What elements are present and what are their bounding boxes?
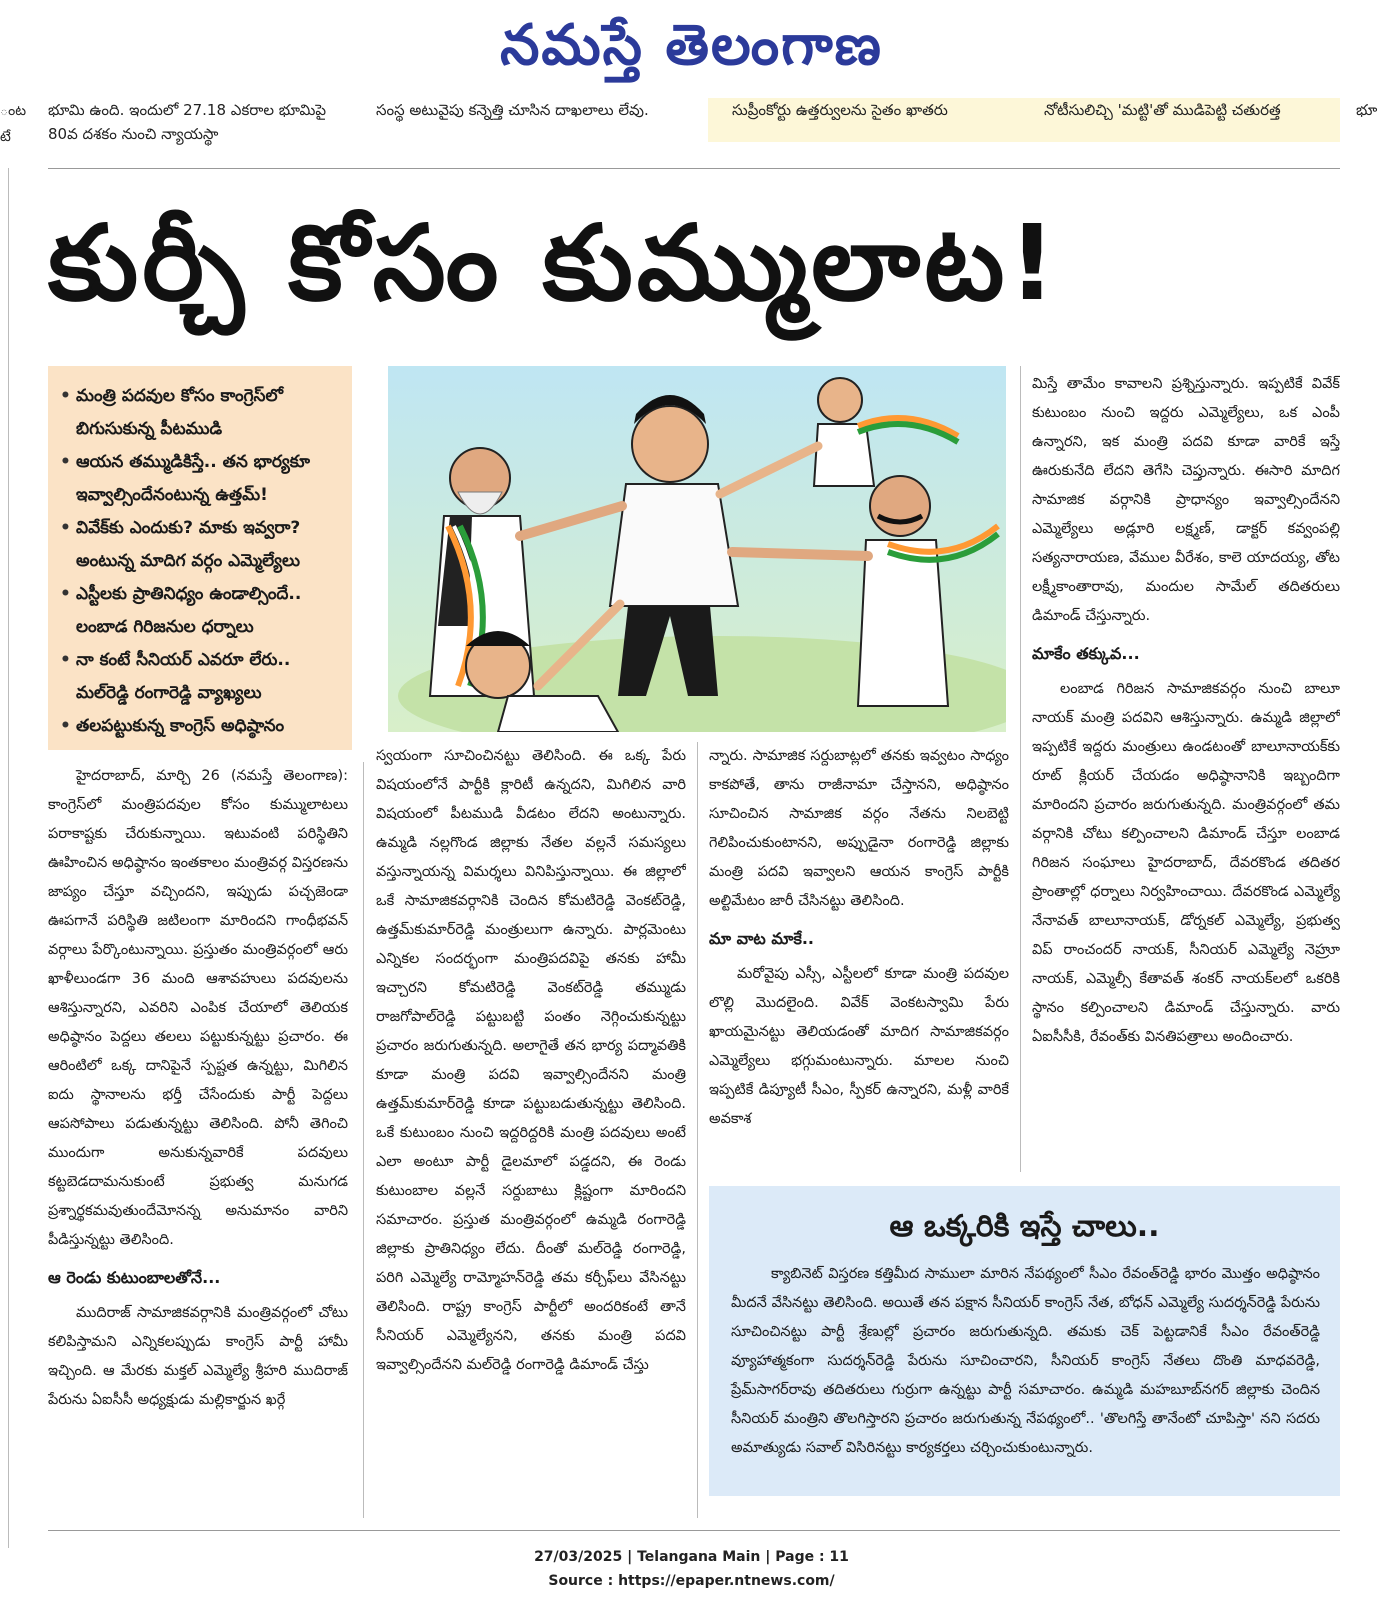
subheading: ఆ రెండు కుటుంబాలతోనే... [48,1268,221,1287]
article-column-4 [1032,370,1340,1172]
top-strip-col1: భూమి ఉంది. ఇందులో 27.18 ఎకరాల భూమిపై 80వ దశకం నుంచి న్యాయస్థా [48,101,327,143]
top-strip-col2: సంస్థ అటువైపు కన్నెత్తి చూసిన దాఖలాలు లేవు. [376,101,649,119]
article-paragraph: న్నారు. సామాజిక సర్దుబాట్లలో తనకు ఇవ్వటం సాధ్యం కాకపోతే, తాను రాజీనామా చేస్తానని, అధిష్ఠానం సూచించిన సామాజిక వర్గం నేతను నిలబెట్టి గెలిపించుకుంటానని, అప్పుడైనా రంగారెడ్డి జిల్లాకు మంత్రి పదవి ఇవ్వాలని ఆయన కాంగ్రెస్‌ పార్టీకి అల్టిమేటం జారీ చేసినట్టు తెలిసింది. [709,748,1009,909]
sidebar-text-block [709,1250,1340,1463]
subheading: మా వాట మాకే.. [709,929,815,948]
sidebar-title: ఆ ఒక్కరికి ఇస్తే చాలు.. [889,1209,1160,1244]
highlight-item: • ఆయన తమ్ముడికిస్తే.. తన భార్యకూ ఇవ్వాల్సిందేనంటున్న ఉత్తమ్‌! [60,446,342,512]
article-paragraph: మిస్తే తామేం కావాలని ప్రశ్నిస్తున్నారు. ఇప్పటికే వివేక్‌ కుటుంబం నుంచి ఇద్దరు ఎమ్మెల్యేలు, ఒక ఎంపీ ఉన్నారని, ఇక మంత్రి పదవి కూడా వారికే ఇస్తే ఊరుకునేది లేదని తెగేసి చెప్తున్నారు. ఈసారి మాదిగ సామాజిక వర్గానికి ప్రాధాన్యం ఇవ్వాల్సిందేనని ఎమ్మెల్యేలు అడ్లూరి లక్ష్మణ్‌, డాక్టర్‌ కవ్వంపల్లి సత్యనారాయణ, వేముల వీరేశం, కాలె యాదయ్య, తోట లక్ష్మీకాంతారావు, మందుల సామేల్‌ తదితరులు డిమాండ్‌ చేస్తున్నారు. [1032,376,1340,624]
left-margin-rule [8,168,9,1548]
article-paragraph: లంబాడ గిరిజన సామాజికవర్గం నుంచి బాలూ నాయక్‌ మంత్రి పదవిని ఆశిస్తున్నారు. ఉమ్మడి జిల్లాలో ఇప్పటికే ఇద్దరు మంత్రులు ఉండటంతో బాలూనాయక్‌కు రూట్‌ క్లియర్‌ చేయడం అధిష్ఠానానికి ఇబ్బందిగా మారిందని ప్రచారం జరుగుతున్నది. మంత్రివర్గంలో తమ వర్గానికి చోటు కల్పించాలని డిమాండ్‌ చేస్తూ లంబాడ గిరిజన సంఘాలు హైదరాబాద్‌, దేవరకొండ తదితర ప్రాంతాల్లో ధర్నాలు నిర్వహించాయి. దేవరకొండ ఎమ్మెల్యే నేనావత్‌ బాలూనాయక్‌, డోర్నకల్‌ ఎమ్మెల్యే, ప్రభుత్వ విప్‌ రాంచందర్‌ నాయక్‌, సీనియర్‌ ఎమ్మెల్యే నెహ్రూ నాయక్‌, ఎమ్మెల్సీ కేతావత్‌ శంకర్‌ నాయక్‌లలో ఒకరికి స్థానం కల్పించాలని డిమాండ్‌ చేస్తున్నారు. వారు ఏఐసీసీకి, రేవంత్‌కు వినతిపత్రాలు అందించారు. [1032,681,1340,1045]
highlight-item: • నా కంటే సీనియర్‌ ఎవరూ లేరు.. మల్‌రెడ్డి రంగారెడ్డి వ్యాఖ్యలు [60,644,342,710]
masthead-title: నమస్తే తెలంగాణ [500,12,883,78]
footer-date-page: 27/03/2025 | Telangana Main | Page : 11 [534,1549,849,1565]
article-column-2 [376,742,686,1518]
highlight-item: • మంత్రి పదవుల కోసం కాంగ్రెస్‌లో బిగుసుకున్న పీటముడి [60,380,342,446]
article-column-1 [48,762,348,1518]
article-paragraph: మరోవైపు ఎస్సీ, ఎస్టీలలో కూడా మంత్రి పదవుల లొల్లి మొదలైంది. వివేక్‌ వెంకటస్వామి పేరు ఖాయమైనట్టు తెలియడంతో మాదిగ సామాజికవర్గం ఎమ్మెల్యేలు భగ్గుమంటున్నారు. మాలల నుంచి ఇప్పటికే డిప్యూటీ సీఎం, స్పీకర్‌ ఉన్నారని, మళ్లీ వారికే అవకాశ [709,966,1009,1127]
bullet-icon: • [60,584,71,604]
cartoon-illustration [388,366,1006,732]
highlight-item: • తలపట్టుకున్న కాంగ్రెస్‌ అధిష్ఠానం [60,710,342,743]
top-strip-col3: సుప్రీంకోర్టు ఉత్తర్వులను సైతం ఖాతరు [708,98,1032,142]
top-strip-right-edge: భూ [1356,101,1378,119]
top-strip-col4: నోటీసులిచ్చి 'మట్టి'తో ముడిపెట్టి చతురత్త [1032,98,1340,142]
cartoon-svg [388,366,1006,732]
highlight-item: • ఎస్టీలకు ప్రాతినిధ్యం ఉండాల్సిందే.. లంబాడ గిరిజనుల ధర్నాలు [60,578,342,644]
article-column-3 [709,742,1009,1172]
subheading: మాకేం తక్కువ... [1032,644,1140,663]
footer-source: Source : https://epaper.ntnews.com/ [548,1573,835,1589]
column-divider [363,762,364,1518]
bullet-icon: • [60,650,71,670]
highlights-box [48,366,352,750]
sidebar-paragraph: క్యాబినెట్‌ విస్తరణ కత్తిమీద సాములా మారిన నేపథ్యంలో సీఎం రేవంత్‌రెడ్డి భారం మొత్తం అధిష్ఠానం మీదనే వేసినట్టు తెలిసింది. అయితే తన పక్షాన సీనియర్‌ కాంగ్రెస్‌ నేత, బోధన్‌ ఎమ్మెల్యే సుదర్శన్‌రెడ్డి పేరును సూచించినట్టు పార్టీ శ్రేణుల్లో ప్రచారం జరుగుతున్నది. తమకు చెక్‌ పెట్టడానికే సీఎం రేవంత్‌రెడ్డి వ్యూహాత్మకంగా సుదర్శన్‌రెడ్డి పేరును సూచించారని, సీనియర్‌ కాంగ్రెస్‌ నేతలు దొంతి మాధవరెడ్డి, ప్రేమ్‌సాగర్‌రావు తదితరులు గుర్రుగా ఉన్నట్టు పార్టీ సమాచారం. ఉమ్మడి మహబూబ్‌నగర్‌ జిల్లాకు చెందిన సీనియర్‌ మంత్రిని తొలగిస్తారని ప్రచారం జరుగుతున్న నేపథ్యంలో.. 'తొలగిస్తే తానేంటో చూపిస్తా' నని సదరు అమాత్యుడు సవాల్‌ విసిరినట్టు కార్యకర్తలు చర్చించుకుంటున్నారు. [731,1266,1320,1456]
sidebar-box [709,1186,1340,1496]
article-paragraph: హైదరాబాద్‌, మార్చి 26 (నమస్తే తెలంగాణ): కాంగ్రెస్‌లో మంత్రిపదవుల కోసం కుమ్ములాటలు పరాకాష్టకు చేరుకున్నాయి. ఇటువంటి పరిస్థితిని ఊహించిన అధిష్ఠానం ఇంతకాలం మంత్రివర్గ విస్తరణను జాప్యం చేస్తూ వచ్చిందని, ఇప్పుడు పచ్చజెండా ఊపగానే పరిస్థితి జటిలంగా మారిందని గాంధీభవన్‌ వర్గాలు పేర్కొంటున్నాయి. ప్రస్తుతం మంత్రివర్గంలో ఆరు ఖాళీలుండగా 36 మంది ఆశావహులు పదవులను ఆశిస్తున్నారని, ఎవరిని ఎంపిక చేయాలో తెలియక అధిష్ఠానం పెద్దలు తలలు పట్టుకున్నట్టు ప్రచారం. ఈ ఆరింటిలో ఒక్క దానిపైనే స్పష్టత ఉన్నట్టు, మిగిలిన ఐదు స్థానాలను భర్తీ చేసేందుకు పార్టీ పెద్దలు ఆపసోపాలు పడుతున్నట్టు తెలిసింది. పోనీ తెగించి ముందుగా అనుకున్నవారికే పదవులు కట్టబెడదామనుకుంటే ప్రభుత్వ మనుగడ ప్రశ్నార్థకమవుతుందేమోనన్న అనుమానం వారిని పీడిస్తున్నట్టు తెలిసింది. [48,768,348,1248]
bottom-divider [48,1530,1340,1531]
top-strip-left-edge: ంట టే [0,103,26,145]
column-divider [1020,366,1021,1172]
column-divider [697,742,698,1518]
bullet-icon: • [60,386,71,406]
top-divider [48,168,1340,169]
highlight-item: • వివేక్‌కు ఎందుకు? మాకు ఇవ్వరా? అంటున్న మాదిగ వర్గం ఎమ్మెల్యేలు [60,512,342,578]
bullet-icon: • [60,518,71,538]
article-paragraph: ముదిరాజ్‌ సామాజికవర్గానికి మంత్రివర్గంలో చోటు కలిపిస్తామని ఎన్నికలప్పుడు కాంగ్రెస్‌ పార్టీ హామీ ఇచ్చింది. ఆ మేరకు మక్తల్‌ ఎమ్మెల్యే శ్రీహరి ముదిరాజ్‌ పేరును ఏఐసీసీ అధ్యక్షుడు మల్లికార్జున ఖర్గే [48,1305,348,1408]
headline: కుర్చీ కోసం కుమ్ములాట! [48,202,1060,324]
bullet-icon: • [60,452,71,472]
bullet-icon: • [60,716,71,736]
article-paragraph: స్వయంగా సూచించినట్టు తెలిసింది. ఈ ఒక్క పేరు విషయంలోనే పార్టీకి క్లారిటీ ఉన్నదని, మిగిలిన వారి విషయంలో పీటముడి వీడటం లేదని అంటున్నారు. ఉమ్మడి నల్లగొండ జిల్లాకు నేతల వల్లనే సమస్యలు వస్తున్నాయన్న విమర్శలు వినిపిస్తున్నాయి. ఈ జిల్లాలో ఒకే సామాజికవర్గానికి చెందిన కోమటిరెడ్డి వెంకట్‌రెడ్డి, ఉత్తమ్‌కుమార్‌రెడ్డి మంత్రులుగా ఉన్నారు. పార్లమెంటు ఎన్నికల సందర్భంగా మంత్రిపదవిపై తనకు హామీ ఇచ్చారని కోమటిరెడ్డి వెంకట్‌రెడ్డి తమ్ముడు రాజగోపాల్‌రెడ్డి పట్టుబట్టి పంతం నెగ్గించుకున్నట్టు ప్రచారం జరుగుతున్నది. అలాగైతే తన భార్య పద్మావతికి కూడా మంత్రి పదవి ఇవ్వాల్సిందేనని మంత్రి ఉత్తమ్‌కుమార్‌రెడ్డి కూడా పట్టుబడుతున్నట్టు తెలిసింది. ఒకే కుటుంబం నుంచి ఇద్దరిద్దరికి మంత్రి పదవులు అంటే ఎలా అంటూ పార్టీ డైలమాలో పడ్డదని, ఈ రెండు కుటుంబాల వల్లనే సర్దుబాటు క్లిష్టంగా మారిందని సమాచారం. ప్రస్తుత మంత్రివర్గంలో ఉమ్మడి రంగారెడ్డి జిల్లాకు ప్రాతినిధ్యం లేదు. దీంతో మల్‌రెడ్డి రంగారెడ్డి, పరిగి ఎమ్మెల్యే రామ్మోహన్‌రెడ్డి తమ కర్చీఫ్‌లు వేసినట్టు తెలిసింది. రాష్ట్ర కాంగ్రెస్‌ పార్టీలో అందరికంటే తానే సీనియర్‌ ఎమ్మెల్యేనని, తనకు మంత్రి పదవి ఇవ్వాల్సిందేనని మల్‌రెడ్డి రంగారెడ్డి డిమాండ్‌ చేస్తు [376,748,686,1373]
